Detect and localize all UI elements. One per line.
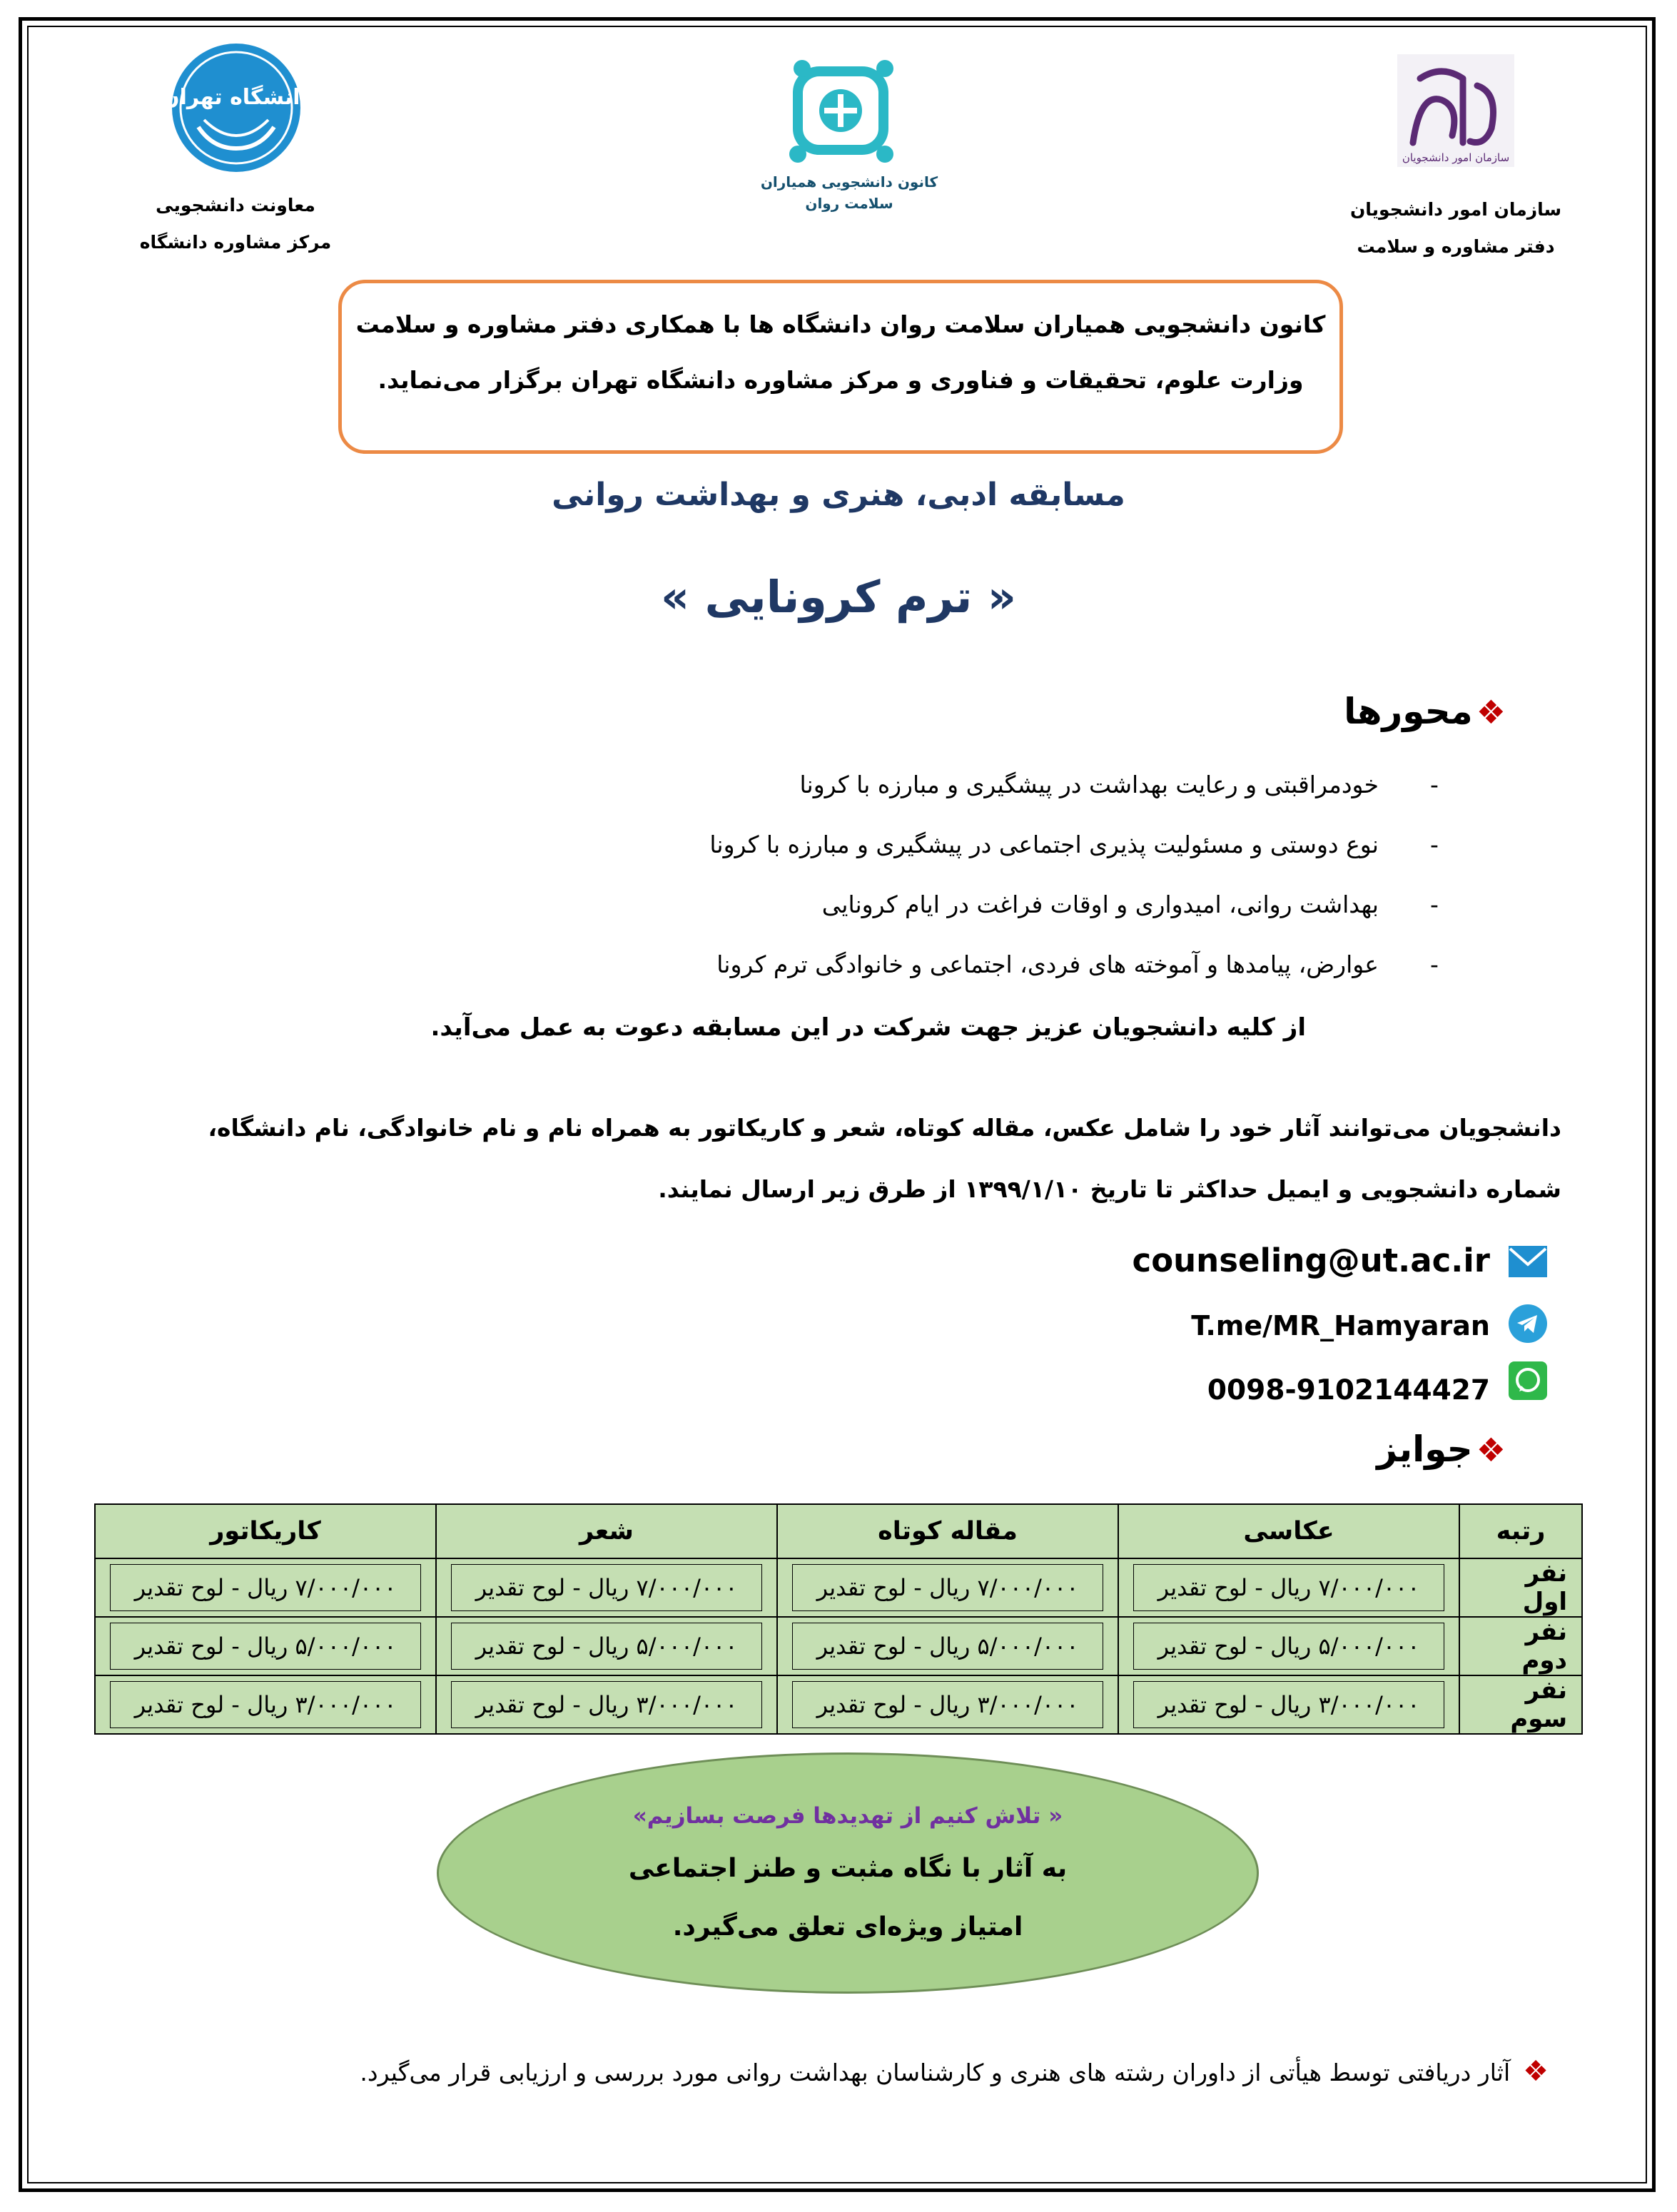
table-cell [95,1617,436,1675]
column-header: مقاله کوتاه [777,1504,1118,1558]
university-logo-text: دانشگاه تهران [161,85,311,110]
list-item: - بهداشت روانی، امیدواری و اوقات فراغت در ایام کرونایی [100,875,1456,935]
table-cell [436,1617,777,1675]
prize-value: ۵/۰۰۰/۰۰۰ ریال - لوح تقدیر [792,1623,1103,1670]
prize-value: ۳/۰۰۰/۰۰۰ ریال - لوح تقدیر [792,1681,1103,1728]
table-cell [1118,1558,1459,1617]
notice-line2: وزارت علوم، تحقیقات و فناوری و مرکز مشاوره دانشگاه تهران برگزار می‌نماید. [378,366,1304,394]
phone-number[interactable]: 0098-9102144427 [1207,1374,1490,1406]
table-cell [95,1675,436,1734]
axes-heading [1344,691,1506,732]
diamond-bullet-icon: ❖ [1476,1431,1506,1469]
university-logo [161,41,311,174]
table-cell [1118,1675,1459,1734]
right-caption-line1: سازمان امور دانشجویان [1349,199,1562,220]
hamyaran-logo [778,50,906,171]
center-caption [742,171,956,214]
axes-list [100,755,1456,995]
notice-text [338,297,1343,408]
table-cell [1118,1617,1459,1675]
prize-value: ۵/۰۰۰/۰۰۰ ریال - لوح تقدیر [451,1623,762,1670]
table-cell [777,1617,1118,1675]
telegram-link[interactable]: T.me/MR_Hamyaran [1191,1310,1490,1341]
email-icon [1507,1242,1549,1283]
right-caption-line2: دفتر مشاوره و سلامت [1357,236,1555,257]
submission-line2: شماره دانشجویی و ایمیل حداکثر تا تاریخ ۱۳۹۹/۱/۱۰ از طرق زیر ارسال نمایند. [658,1175,1561,1203]
footer-note [86,2055,1549,2088]
table-header-row [95,1504,1582,1558]
center-caption-line2: سلامت روان [805,195,893,212]
invitation-text: از کلیه دانشجویان عزیز جهت شرکت در این مسابقه دعوت به عمل می‌آید. [430,1013,1306,1042]
left-caption-line1: معاونت دانشجویی [156,195,315,215]
axes-heading-label: محورها [1344,691,1473,732]
center-caption-line1: کانون دانشجویی همیاران [760,173,938,191]
table-cell [95,1558,436,1617]
table-row [95,1617,1582,1675]
table-row [95,1675,1582,1734]
table-cell [436,1558,777,1617]
prizes-heading [1377,1429,1506,1470]
submission-line1: دانشجویان می‌توانند آثار خود را شامل عکس، مقاله کوتاه، شعر و کاریکاتور به همراه نام و نام خانوادگی، نام دانشگاه، [208,1114,1561,1142]
rank-cell: نفر سوم [1459,1675,1582,1734]
slogan-line1: « تلاش کنیم از تهدیدها فرصت بسازیم» [632,1803,1063,1829]
column-header: کاریکاتور [95,1504,436,1558]
slogan-text [437,1792,1259,1957]
page-subtitle: « ترم کرونایی » [661,571,1016,623]
prize-value: ۳/۰۰۰/۰۰۰ ریال - لوح تقدیر [110,1681,421,1728]
table-cell [777,1675,1118,1734]
right-caption [1320,191,1591,265]
list-item: - عوارض، پیامدها و آموخته های فردی، اجتماعی و خانوادگی ترم کرونا [100,935,1456,995]
whatsapp-icon [1507,1360,1549,1401]
column-header: رتبه [1459,1504,1582,1558]
prize-value: ۵/۰۰۰/۰۰۰ ریال - لوح تقدیر [1133,1623,1444,1670]
email-link[interactable]: counseling@ut.ac.ir [1132,1242,1490,1279]
prize-value: ۷/۰۰۰/۰۰۰ ریال - لوح تقدیر [451,1564,762,1611]
prizes-table [94,1503,1583,1735]
prize-value: ۷/۰۰۰/۰۰۰ ریال - لوح تقدیر [110,1564,421,1611]
rank-cell: نفر دوم [1459,1617,1582,1675]
page-title: مسابقه ادبی، هنری و بهداشت روانی [552,477,1125,513]
prize-value: ۷/۰۰۰/۰۰۰ ریال - لوح تقدیر [1133,1564,1444,1611]
left-caption [121,187,350,261]
submission-text [113,1097,1561,1220]
list-item: - نوع دوستی و مسئولیت پذیری اجتماعی در پیشگیری و مبارزه با کرونا [100,815,1456,875]
slogan-line3: امتیاز ویژه‌ای تعلق می‌گیرد. [672,1912,1023,1942]
prize-value: ۵/۰۰۰/۰۰۰ ریال - لوح تقدیر [110,1623,421,1670]
left-caption-line2: مرکز مشاوره دانشگاه [139,232,332,253]
notice-line1: کانون دانشجویی همیاران سلامت روان دانشگاه ها با همکاری دفتر مشاوره و سلامت [355,310,1326,338]
column-header: عکاسی [1118,1504,1459,1558]
table-cell [436,1675,777,1734]
rank-cell: نفر اول [1459,1558,1582,1617]
diamond-bullet-icon: ❖ [1523,2055,1549,2088]
telegram-icon [1507,1303,1549,1344]
diamond-bullet-icon: ❖ [1476,693,1506,731]
prize-value: ۷/۰۰۰/۰۰۰ ریال - لوح تقدیر [792,1564,1103,1611]
student-affairs-logo [1392,50,1520,171]
footer-text: آثار دریافتی توسط هیأتی از داوران رشته های هنری و کارشناسان بهداشت روانی مورد بررسی و ارزیابی قرار می‌گیرد. [360,2059,1511,2086]
table-cell [777,1558,1118,1617]
list-item: - خودمراقبتی و رعایت بهداشت در پیشگیری و مبارزه با کرونا [100,755,1456,815]
prize-value: ۳/۰۰۰/۰۰۰ ریال - لوح تقدیر [1133,1681,1444,1728]
column-header: شعر [436,1504,777,1558]
prize-value: ۳/۰۰۰/۰۰۰ ریال - لوح تقدیر [451,1681,762,1728]
table-row [95,1558,1582,1617]
student-affairs-logo-text: سازمان امور دانشجویان [1402,151,1510,164]
slogan-line2: به آثار با نگاه مثبت و طنز اجتماعی [628,1854,1068,1883]
prizes-heading-label: جوایز [1377,1429,1473,1470]
